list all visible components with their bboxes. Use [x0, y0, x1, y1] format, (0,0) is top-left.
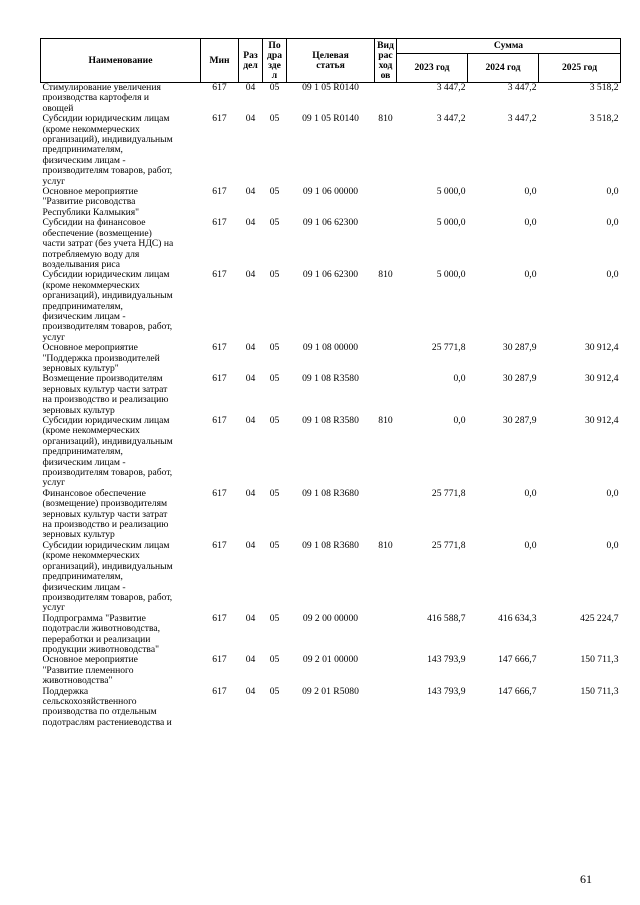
row-target: 09 1 06 62300	[302, 217, 359, 229]
row-vid	[375, 83, 397, 115]
row-sum-2024: 0,0	[524, 487, 537, 499]
row-razdel: 04	[245, 373, 256, 385]
row-vid	[375, 687, 397, 729]
header-year-2023: 2023 год	[397, 54, 468, 83]
row-min: 617	[212, 487, 227, 499]
row-razdel: 04	[245, 654, 256, 666]
budget-table	[40, 38, 621, 728]
row-sum-2023: 0,0	[453, 373, 466, 385]
row-name: Субсидии юридическим лицам (кроме некоммерческих организаций), индивидуальным предпринимателям, физическим лицам - производителям товаров, работ, услуг	[42, 269, 173, 343]
row-name: Основное мероприятие "Развитие рисоводства Республики Калмыкия"	[42, 186, 140, 218]
row-min: 617	[212, 612, 227, 624]
table-row	[41, 374, 621, 416]
row-sum-2024: 147 666,7	[498, 654, 537, 666]
row-name: Субсидии на финансовое обеспечение (возмещение) части затрат (без учета НДС) на потребляемую воду для возделывания риса	[42, 217, 174, 270]
table-row	[41, 489, 621, 541]
row-sum-2023: 143 793,9	[427, 685, 466, 697]
row-sum-2024: 30 287,9	[502, 373, 537, 385]
row-name: Основное мероприятие "Поддержка производителей зерновых культур"	[42, 342, 160, 374]
row-target: 09 1 08 R3580	[302, 415, 359, 426]
header-razdel: Раз дел	[239, 39, 263, 83]
row-sum-2024: 30 287,9	[502, 342, 537, 354]
row-min: 617	[212, 654, 227, 666]
row-sum-2025: 30 912,4	[584, 342, 619, 354]
row-vid	[375, 655, 397, 686]
row-podrazdel: 05	[269, 539, 280, 551]
header-target: Целевая статья	[287, 39, 375, 83]
row-sum-2023: 5 000,0	[436, 269, 466, 281]
row-sum-2025: 425 224,7	[580, 612, 619, 624]
row-vid	[375, 218, 397, 270]
row-razdel: 04	[245, 82, 256, 93]
row-vid: 810	[378, 113, 393, 125]
row-podrazdel: 05	[269, 373, 280, 385]
table-row	[41, 343, 621, 374]
row-sum-2025: 30 912,4	[584, 415, 619, 426]
row-sum-2024: 30 287,9	[502, 415, 537, 426]
row-sum-2025: 0,0	[606, 269, 619, 281]
row-target: 09 1 05 R0140	[302, 82, 359, 93]
row-vid	[375, 614, 397, 656]
row-podrazdel: 05	[269, 342, 280, 354]
row-target: 09 1 08 R3680	[302, 487, 359, 499]
row-name: Возмещение производителям зерновых культур части затрат на производство и реализацию зерновых культур	[42, 373, 169, 416]
row-target: 09 1 08 R3580	[302, 373, 359, 385]
row-min: 617	[212, 373, 227, 385]
page-number: 61	[580, 872, 592, 886]
header-vid: Вид рас ход ов	[375, 39, 397, 83]
row-sum-2024: 0,0	[524, 217, 537, 229]
row-name: Субсидии юридическим лицам (кроме некоммерческих организаций), индивидуальным предпринимателям, физическим лицам - производителям товаров, работ, услуг	[42, 415, 173, 489]
row-sum-2025: 150 711,3	[580, 654, 619, 666]
row-target: 09 2 01 R5080	[302, 685, 359, 697]
row-razdel: 04	[245, 685, 256, 697]
row-sum-2023: 5 000,0	[436, 186, 466, 198]
row-vid: 810	[378, 415, 393, 426]
row-name: Поддержка сельскохозяйственного производства по отдельным подотраслям растениеводства и	[42, 685, 172, 728]
header-year-2024: 2024 год	[468, 54, 539, 83]
row-min: 617	[212, 415, 227, 426]
row-target: 09 1 05 R0140	[302, 113, 359, 125]
row-razdel: 04	[245, 342, 256, 354]
row-sum-2025: 30 912,4	[584, 373, 619, 385]
row-podrazdel: 05	[269, 186, 280, 198]
row-name: Стимулирование увеличения производства картофеля и овощей	[42, 82, 161, 114]
row-sum-2025: 0,0	[606, 217, 619, 229]
row-name: Подпрограмма "Развитие подотрасли животноводства, переработки и реализации продукции животноводства"	[42, 612, 161, 655]
row-podrazdel: 05	[269, 612, 280, 624]
row-sum-2024: 0,0	[524, 269, 537, 281]
row-razdel: 04	[245, 217, 256, 229]
row-sum-2025: 3 518,2	[589, 82, 619, 93]
row-target: 09 1 06 00000	[302, 186, 359, 198]
row-name: Финансовое обеспечение (возмещение) производителям зерновых культур части затрат на производство и реализацию зерновых культур	[42, 487, 169, 541]
table-row	[41, 114, 621, 187]
row-target: 09 1 08 R3680	[302, 539, 359, 551]
row-min: 617	[212, 186, 227, 198]
row-sum-2025: 0,0	[606, 186, 619, 198]
row-podrazdel: 05	[269, 217, 280, 229]
row-podrazdel: 05	[269, 654, 280, 666]
table-row	[41, 218, 621, 270]
row-min: 617	[212, 342, 227, 354]
row-razdel: 04	[245, 186, 256, 198]
table-row	[41, 270, 621, 343]
row-sum-2023: 25 771,8	[431, 342, 466, 354]
row-sum-2023: 25 771,8	[431, 487, 466, 499]
row-razdel: 04	[245, 415, 256, 426]
table-row	[41, 416, 621, 489]
row-sum-2025: 0,0	[606, 539, 619, 551]
row-sum-2024: 0,0	[524, 539, 537, 551]
row-sum-2025: 3 518,2	[589, 113, 619, 125]
table-body	[41, 83, 621, 729]
row-razdel: 04	[245, 487, 256, 499]
row-sum-2023: 0,0	[453, 415, 466, 426]
row-sum-2025: 0,0	[606, 487, 619, 499]
row-podrazdel: 05	[269, 685, 280, 697]
row-name: Субсидии юридическим лицам (кроме некоммерческих организаций), индивидуальным предпринимателям, физическим лицам - производителям товаров, работ, услуг	[42, 539, 173, 614]
row-sum-2023: 416 588,7	[427, 612, 466, 624]
table-row	[41, 541, 621, 614]
table-row	[41, 687, 621, 729]
row-sum-2023: 143 793,9	[427, 654, 466, 666]
row-sum-2023: 5 000,0	[436, 217, 466, 229]
row-min: 617	[212, 82, 227, 93]
row-sum-2023: 3 447,2	[436, 113, 466, 125]
header-min: Мин	[201, 39, 239, 83]
row-razdel: 04	[245, 539, 256, 551]
row-podrazdel: 05	[269, 82, 280, 93]
row-min: 617	[212, 685, 227, 697]
row-podrazdel: 05	[269, 113, 280, 125]
row-vid	[375, 374, 397, 416]
row-min: 617	[212, 113, 227, 125]
row-podrazdel: 05	[269, 269, 280, 281]
row-vid	[375, 489, 397, 541]
row-vid: 810	[378, 269, 393, 281]
row-podrazdel: 05	[269, 415, 280, 426]
row-target: 09 1 06 62300	[302, 269, 359, 281]
row-name: Основное мероприятие "Развитие племенного животноводства"	[42, 654, 138, 687]
row-razdel: 04	[245, 113, 256, 125]
header-podrazdel: По дра зде л	[263, 39, 287, 83]
row-min: 617	[212, 539, 227, 551]
row-sum-2024: 0,0	[524, 186, 537, 198]
row-sum-2023: 3 447,2	[436, 82, 466, 93]
row-sum-2024: 3 447,2	[507, 113, 537, 125]
row-sum-2023: 25 771,8	[431, 539, 466, 551]
row-vid	[375, 187, 397, 218]
table-row	[41, 187, 621, 218]
row-name: Субсидии юридическим лицам (кроме некоммерческих организаций), индивидуальным предпринимателям, физическим лицам - производителям товаров, работ, услуг	[42, 113, 173, 187]
row-target: 09 2 01 00000	[302, 654, 359, 666]
table-row	[41, 614, 621, 656]
row-vid	[375, 343, 397, 374]
row-vid: 810	[378, 539, 393, 551]
table-row	[41, 83, 621, 115]
row-razdel: 04	[245, 269, 256, 281]
header-sum: Сумма	[397, 39, 621, 54]
table-row	[41, 655, 621, 686]
header-name: Наименование	[41, 39, 201, 83]
row-razdel: 04	[245, 612, 256, 624]
row-sum-2024: 3 447,2	[507, 82, 537, 93]
row-target: 09 2 00 00000	[302, 612, 359, 624]
row-min: 617	[212, 217, 227, 229]
row-podrazdel: 05	[269, 487, 280, 499]
row-sum-2024: 147 666,7	[498, 685, 537, 697]
row-sum-2024: 416 634,3	[498, 612, 537, 624]
row-sum-2025: 150 711,3	[580, 685, 619, 697]
header-year-2025: 2025 год	[539, 54, 621, 83]
table-header	[41, 39, 621, 83]
row-target: 09 1 08 00000	[302, 342, 359, 354]
row-min: 617	[212, 269, 227, 281]
